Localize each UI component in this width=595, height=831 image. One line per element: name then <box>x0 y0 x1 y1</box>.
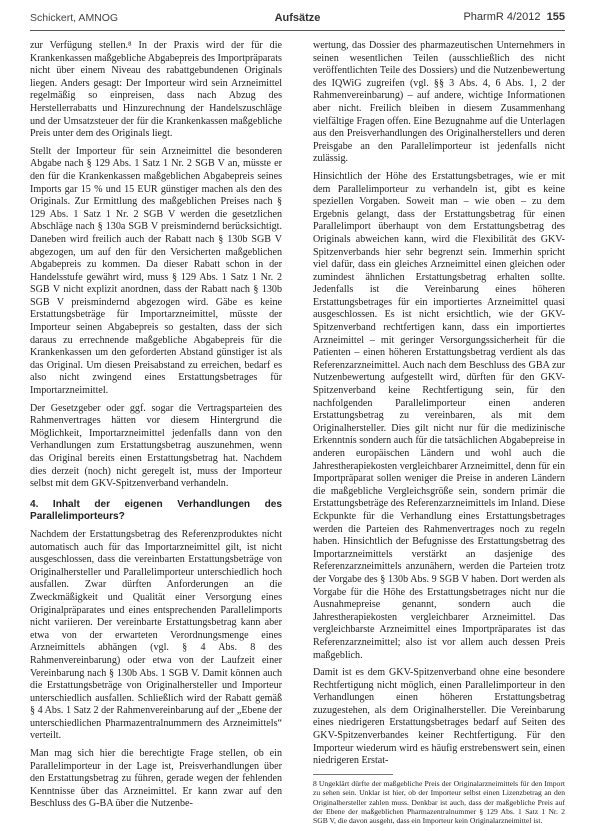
paragraph: Stellt der Importeur für sein Arzneimittel die besonderen Abgabe nach § 129 Abs. 1 Satz 1 Nr. 2 SGB V an, müsste er den für die Krankenkassen maßgeblichen Abgabepreis seines Imports gar 15 % und 15 EUR günstiger machen als den des Originals. Zur Ermittlung des maßgeblichen Preises nach § 129 Abs. 1 Satz 1 Nr. 2 SGB V werden die gesetzlichen Abschläge nach § 130a SGB V preismindernd berücksichtigt. Daneben wird freilich auch der Rabatt nach § 130b SGB V abgezogen, um auf den für den Versicherten maßgeblichen Abgabepreis zu kommen. Da dieser Rabatt schon in der Handelsstufe gewährt wird, muss § 129 Abs. 1 Satz 1 Nr. 2 SGB V nicht explizit anordnen, dass der Rabatt nach § 130b SGB V preismindernd abgezogen wird. Gäbe es keine Erstattungsbeträge für Importarzneimittel, müsste der Importeur seinen Abgabepreis so gestalten, dass der sich daraus zu errechnende maßgebliche Abgabepreis für die Krankenkassen um den geforderten Abstand günstiger ist als das Original. Um diesen Preisabstand zu erreichen, bedarf es also nicht zwingend eines Erstattungsbetrages für Importarzneimittel. <box>30 145 282 397</box>
paragraph: wertung, das Dossier des pharmazeutischen Unternehmers in seinen wesentlichen Teilen (ausschließlich des nicht veröffentlichten Teile des Dossiers) und die Nutzenbewertung des IQWiG zugreifen (vgl. §§ 3 Abs. 4, 6 Abs. 1, 2 der Rahmenvereinbarung) – auf andere, wichtige Informationen aber nicht. Freilich bleiben in diesem Zusammenhang vielfältige Fragen offen. Eine Bezugnahme auf die Unterlagen aus den Preisverhandlungen des Originalherstellers und deren Preisgabe an den Parallelimporteur ist jedenfalls nicht zulässig. <box>313 40 565 165</box>
paragraph: zur Verfügung stellen.⁸ In der Praxis wird der für die Krankenkassen maßgebliche Abgabepreis des Importpräparats nicht über einem Niveau des rabattgebundenen Originals liegen. Anders gesagt: Der Importeur wird sein Arzneimittel regelmäßig so einpreisen, dass nach Abzug des Herstellerrabatts und Hinzurechnung der Handelszuschläge und der Umsatzsteuer der für die Krankenkassen maßgebliche Preis unter dem des Originals liegt. <box>30 40 282 140</box>
paragraph: Damit ist es dem GKV-Spitzenverband ohne eine besondere Rechtfertigung nicht möglich, einen Parallelimporteur in den Verhandlungen einen höheren Erstattungsbetrag zuzugestehen, als dem Originalhersteller. Die Vereinbarung eines niedrigeren Erstattungsbetrages bedarf auf Seiten des GKV-Spitzenverbandes keiner Rechtfertigung. Für den Importeur wiederum wird es häufig erstrebenswert sein, einen niedrigeren Erstat- <box>313 667 565 767</box>
running-head-author: Schickert, AMNOG <box>30 12 119 24</box>
journal-name: PharmR 4/2012 <box>463 11 541 23</box>
paragraph: Man mag sich hier die berechtigte Frage stellen, ob ein Parallelimporteur in der Lage ist, Preisverhandlungen über den Erstattungsbetrag zu führen, gerade wegen der fehlenden Kenntnisse über das Arzneimittel. Er kann zwar auf den Beschluss des G-BA über die Nutzenbe- <box>30 748 282 810</box>
paragraph: Hinsichtlich der Höhe des Erstattungsbetrages, wie er mit dem Parallelimporteur zu verhandeln ist, gibt es keine speziellen Vorgaben. Soweit man – wie oben – zu dem Ergebnis gelangt, dass der Erstattungsbetrag für einen Parallelimport überhaupt von dem Erstattungsbetrag des Originals abweichen kann, wird die Flexibilität des GKV-Spitzenverbands hier sehr begrenzt sein. Immerhin spricht viel dafür, dass ein gleiches Arzneimittel einen gleichen oder zumindest ähnlichen Erstattungsbetrag erhalten sollte. Jedenfalls ist die Vereinbarung eines höheren Erstattungsbetrages für ein importiertes Arzneimittel quasi ausgeschlossen. Es ist nicht ersichtlich, wie der GKV-Spitzenverband rechtfertigen kann, dass ein importiertes Arzneimittel – mit geringer Versorgungssicherheit für die Patienten – einen höheren Erstattungsbetrag verdient als das Referenzarzneimittel. Auch nach dem Beschluss des GBA zur Nutzenbewertung aufgestellt wird, dürften für den GKV-Spitzenverband keine Rechtfertigung sein, für den nachfolgenden Parallelimporteur einen anderen Erstattungsbetrag zu vereinbaren, als mit dem Originalhersteller. Dies gilt nicht nur für die medizinische Erkenntnis sondern auch für die tatsächlichen Abgabepreise in anderen europäischen Ländern und wohl auch die Jahrestherapiekosten vergleichbarer Arzneimittel, denn für ein Importpräparat sollen weniger die Preise in anderen Ländern die maßgebliche Vergleichsgröße sein, sondern primär die Erstattungsbeträge des Referenzarzneimittels im Inland. Diese Eckpunkte für die Verhandlung eines Erstattungsbetrages werden die Parteien des Rahmenvertrages noch zu regeln haben. Hinsichtlich der Befugnisse des Erstattungsbetrag des Importarzneimittels verstärkt an dasjenige des Referenzarzneimittels anzunähern, werden die Parteien trotz der Vorgabe des § 130b Abs. 9 SGB V haben. Dort werden als Vorgabe für die Höhe des Erstattungsbetrages nicht nur die Ausnahmepreise genannt, sondern auch die Jahrestherapiekosten vergleichbarer Arzneimittel. Das vergleichbarste Arzneimittel eines Importpräparates ist das Referenzarzneimittel; also ist vor allem auch dessen Preis maßgeblich. <box>313 170 565 661</box>
paragraph: Der Gesetzgeber oder ggf. sogar die Vertragsparteien des Rahmenvertrages hätten vor diesem Hintergrund die Möglichkeit, Importarzneimittel jedenfalls dann von den Verhandlungen zum Erstattungsbetrag auszunehmen, wenn das Original bereits einen Erstattungsbetrag hat. Nachdem dies derzeit (noch) nicht geregelt ist, muss der Importeur selbst mit dem GKV-Spitzenverband verhandeln. <box>30 402 282 490</box>
footnote-rule <box>313 774 393 775</box>
section-heading: 4. Inhalt der eigenen Verhandlungen des Parallelimporteurs? <box>30 498 282 523</box>
left-column <box>30 40 282 816</box>
header-rule <box>30 30 565 31</box>
section-label: Aufsätze <box>274 12 321 24</box>
paragraph: Nachdem der Erstattungsbetrag des Referenzproduktes nicht automatisch auch für das Importarzneimittel gilt, ist nicht ausgeschlossen, dass die vereinbarten Erstattungsbeträge von Originalhersteller und Parallelimporteur unterschiedlich hoch ausfallen. Zwar dürften Anforderungen an die Zweckmäßigkeit und Qualität einer Versorgung eines Originalpräparates und eines entsprechenden Parallelimports nicht variieren. Der vereinbarte Erstattungsbetrag kann aber etwa von der erwarteten Verordnungsmenge eines Arzneimittels abhängen (vgl. § 4 Abs. 8 des Rahmenvereinbarung) oder etwa von der Laufzeit einer Vereinbarung nach § 130b Abs. 1 SGB V. Damit können auch die Erstattungsbeträge von Originalhersteller und Importeur unterschiedlich ausfallen. Schließlich wird der Rabatt gemäß § 4 Abs. 1 Satz 2 der Rahmenvereinbarung auf der „Ebene der unterschiedlichen Pharmazentralnummern des Arzneimittels“ verteilt. <box>30 528 282 742</box>
footnote: 8 Ungeklärt dürfte der maßgebliche Preis der Originalarzneimittels für den Import zu sehen sein. Unklar ist hier, ob der Importeur selbst einen Lizenzbetrag an den Originalhersteller zahlen muss. Denkbar ist auch, dass der maßgebliche Preis auf der Ebene der maßgeblichen Pharmazentralnummer § 129 Abs. 1 Satz 1 Nr. 2 SGB V, die davon ausgeht, dass ein Importeur kein Originalarzneimittel ist. <box>313 778 565 826</box>
journal-issue <box>463 11 565 23</box>
page-number: 155 <box>546 11 565 23</box>
right-column <box>313 40 565 831</box>
page-header <box>30 10 565 32</box>
